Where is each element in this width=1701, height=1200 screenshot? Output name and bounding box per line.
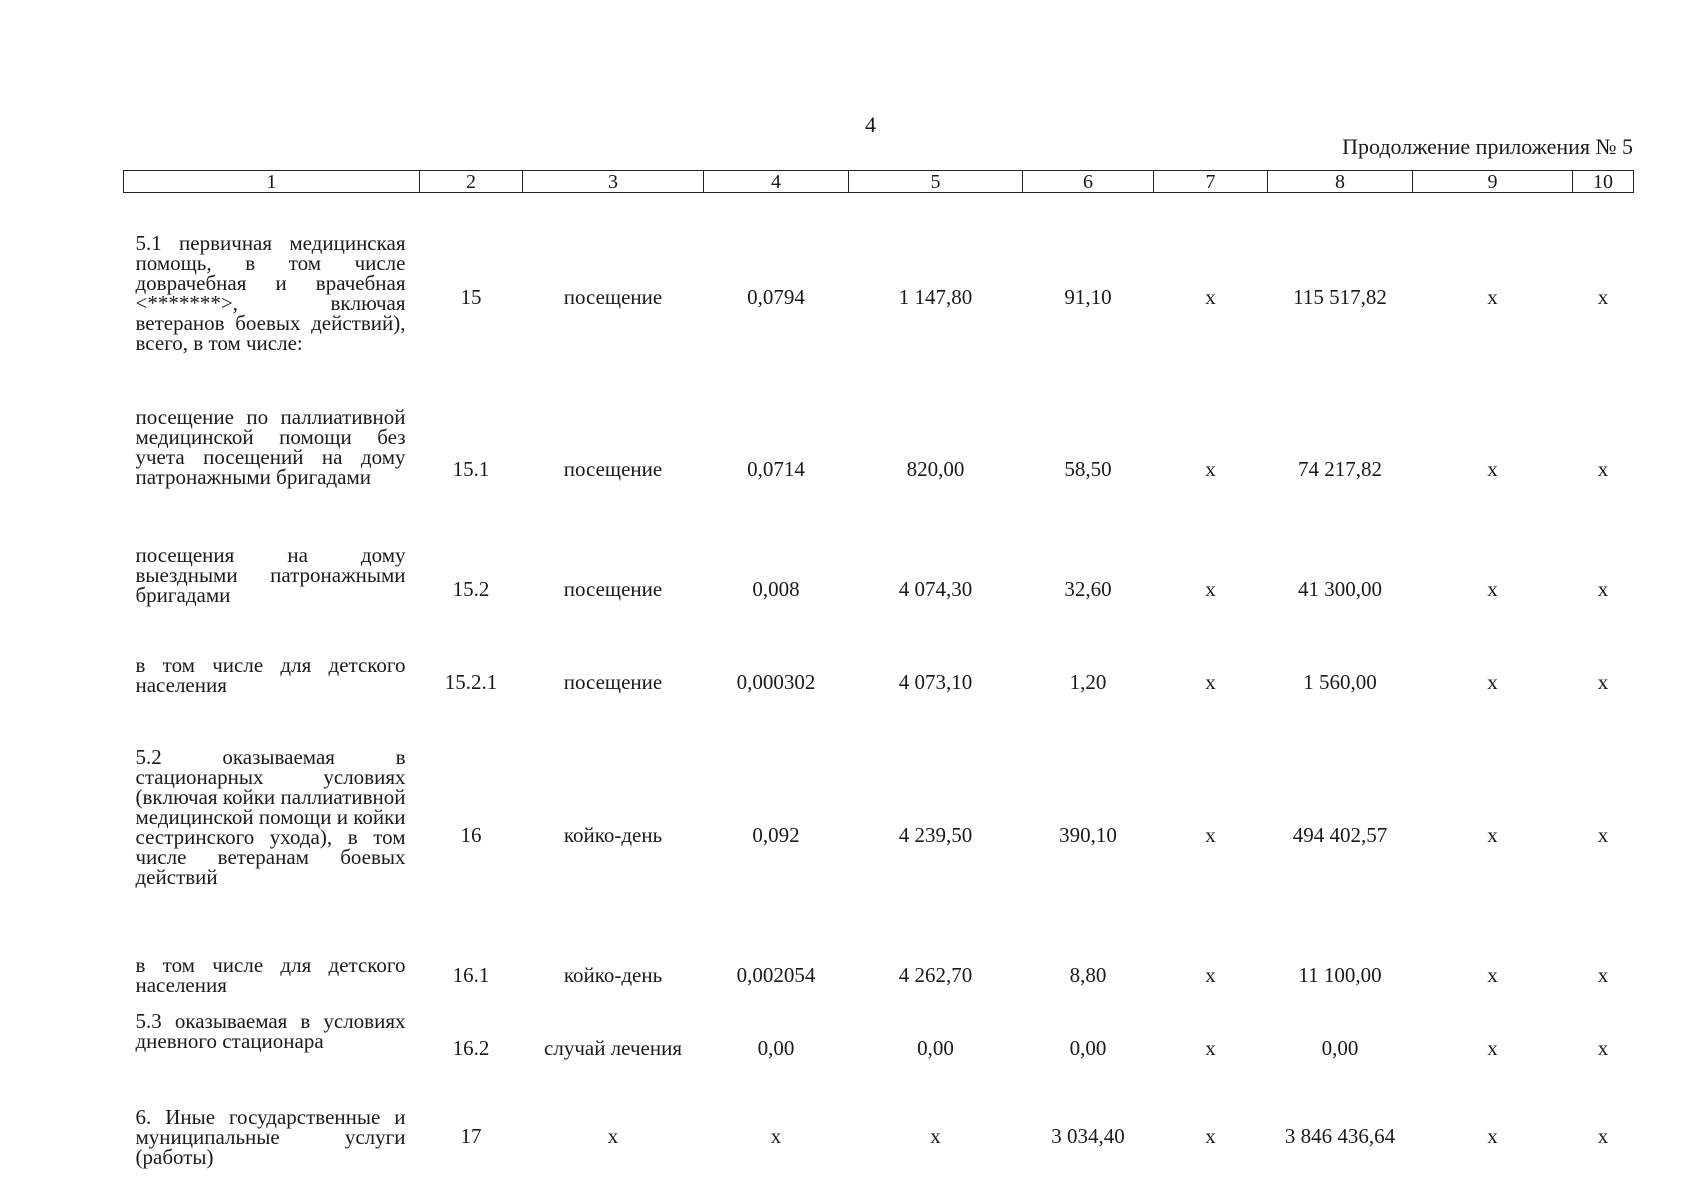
- value-cell: 4 074,30: [898, 577, 973, 601]
- value-cell: х: [1597, 670, 1609, 694]
- value-cell: 3 034,40: [1051, 1124, 1125, 1148]
- value-cell: х: [1205, 670, 1216, 694]
- value-cell: х: [1597, 457, 1609, 481]
- table-row: [124, 193, 1634, 402]
- unit-cell: посещение: [563, 670, 663, 694]
- row-code-cell: 15.1: [452, 457, 490, 481]
- value-cell: 0,0794: [747, 285, 805, 309]
- value-cell: х: [1597, 1036, 1609, 1060]
- value-cell: х: [1205, 577, 1216, 601]
- table-body: [124, 193, 1634, 1180]
- page-number: 4: [865, 112, 876, 137]
- table-row: [124, 947, 1634, 1003]
- unit-text: случай лечения: [544, 1036, 682, 1060]
- value-cell: 32,60: [1064, 577, 1112, 601]
- row-name-cell: 6. Иные государственные и муниципальные услуги (работы): [135, 1105, 406, 1169]
- unit-cell: х: [607, 1124, 619, 1148]
- unit-cell: посещение: [563, 457, 663, 481]
- value-cell: х: [1597, 577, 1609, 601]
- row-code-cell: 16: [460, 823, 482, 847]
- value-cell: х: [770, 1124, 782, 1148]
- unit-cell: койко-день: [563, 823, 663, 847]
- column-header: 3: [523, 171, 704, 193]
- column-header: 4: [704, 171, 849, 193]
- value-cell: х: [1205, 1036, 1216, 1060]
- unit-cell: посещение: [563, 577, 663, 601]
- column-header: 9: [1413, 171, 1573, 193]
- value-cell: 820,00: [906, 457, 965, 481]
- column-header: 10: [1573, 171, 1634, 193]
- table-row: [124, 401, 1634, 537]
- value-cell: 74 217,82: [1298, 457, 1382, 481]
- value-cell: х: [1597, 285, 1609, 309]
- row-name-cell: в том числе для детского населения: [135, 653, 406, 697]
- data-table: [123, 170, 1634, 1179]
- value-cell: 0,092: [752, 823, 800, 847]
- value-cell: х: [1205, 963, 1216, 987]
- value-cell: 0,002054: [736, 963, 816, 987]
- value-cell: х: [1487, 457, 1498, 481]
- value-cell: х: [1597, 1124, 1609, 1148]
- value-cell: 1 147,80: [898, 285, 973, 309]
- table-row: [124, 641, 1634, 723]
- value-cell: 115 517,82: [1293, 285, 1387, 309]
- column-header: 8: [1268, 171, 1413, 193]
- value-cell: 4 073,10: [898, 670, 973, 694]
- table-row: [124, 1003, 1634, 1093]
- value-cell: х: [1597, 823, 1609, 847]
- value-cell: 0,00: [757, 1036, 795, 1060]
- value-cell: 58,50: [1064, 457, 1112, 481]
- row-code-cell: 17: [460, 1124, 482, 1148]
- row-name-cell: 5.1 первичная медицинская помощь, в том числе доврачебная и врачебная <*******>, включая ветеранов боевых действий), всего, в том числе:: [135, 231, 406, 355]
- value-cell: х: [1205, 823, 1216, 847]
- value-cell: х: [1205, 457, 1216, 481]
- value-cell: 0,0714: [747, 457, 805, 481]
- column-header: 6: [1023, 171, 1154, 193]
- row-name-cell: в том числе для детского населения: [135, 953, 406, 997]
- value-cell: х: [1205, 1124, 1216, 1148]
- unit-cell: [523, 1003, 704, 1093]
- row-code-cell: 16.1: [452, 963, 490, 987]
- value-cell: 8,80: [1069, 963, 1107, 987]
- row-code-cell: 15.2.1: [444, 670, 498, 694]
- row-code-cell: 15: [460, 285, 482, 309]
- value-cell: 0,000302: [736, 670, 816, 694]
- appendix-continuation-note: Продолжение приложения № 5: [1342, 134, 1633, 159]
- table-row: [124, 537, 1634, 641]
- unit-cell: посещение: [563, 285, 663, 309]
- value-cell: 1,20: [1069, 670, 1107, 694]
- table-row: [124, 1093, 1634, 1179]
- value-cell: 41 300,00: [1298, 577, 1382, 601]
- table-header: [124, 171, 1634, 193]
- value-cell: 494 402,57: [1292, 823, 1388, 847]
- value-cell: 1 560,00: [1303, 670, 1377, 694]
- row-name-cell: посещение по паллиативной медицинской помощи без учета посещений на дому патронажными бригадами: [135, 405, 406, 489]
- value-cell: х: [1487, 1124, 1498, 1148]
- value-cell: 4 262,70: [898, 963, 973, 987]
- value-cell: 0,00: [1321, 1036, 1359, 1060]
- value-cell: х: [1487, 285, 1498, 309]
- value-cell: х: [1487, 823, 1498, 847]
- value-cell: х: [1487, 1036, 1498, 1060]
- value-cell: 91,10: [1064, 285, 1112, 309]
- value-cell: 3 846 436,64: [1284, 1124, 1396, 1148]
- value-cell: 0,008: [752, 577, 800, 601]
- row-name-cell: посещения на дому выездными патронажными бригадами: [135, 543, 406, 607]
- value-cell: 0,00: [1069, 1036, 1107, 1060]
- value-cell: х: [930, 1124, 941, 1148]
- table-row: [124, 723, 1634, 947]
- value-cell: х: [1487, 670, 1498, 694]
- column-header: 2: [420, 171, 523, 193]
- column-header: 1: [124, 171, 420, 193]
- column-header: 7: [1154, 171, 1268, 193]
- value-cell: 4 239,50: [898, 823, 973, 847]
- row-code-cell: 15.2: [452, 577, 490, 601]
- row-code-cell: 16.2: [452, 1036, 490, 1060]
- value-cell: 390,10: [1059, 823, 1117, 847]
- value-cell: 0,00: [917, 1036, 954, 1060]
- column-number-row: [124, 171, 1634, 193]
- column-header: 5: [849, 171, 1023, 193]
- value-cell: х: [1487, 577, 1498, 601]
- row-name-cell: 5.2 оказываемая в стационарных условиях (включая койки паллиативной медицинской помощи и койки сестринского ухода), в том числе ветеранам боевых действий: [135, 745, 406, 889]
- value-cell: х: [1597, 963, 1609, 987]
- value-cell: х: [1487, 963, 1498, 987]
- row-name-cell: 5.3 оказываемая в условиях дневного стационара: [135, 1009, 406, 1053]
- value-cell: 11 100,00: [1298, 963, 1382, 987]
- unit-cell: койко-день: [563, 963, 663, 987]
- value-cell: х: [1205, 285, 1216, 309]
